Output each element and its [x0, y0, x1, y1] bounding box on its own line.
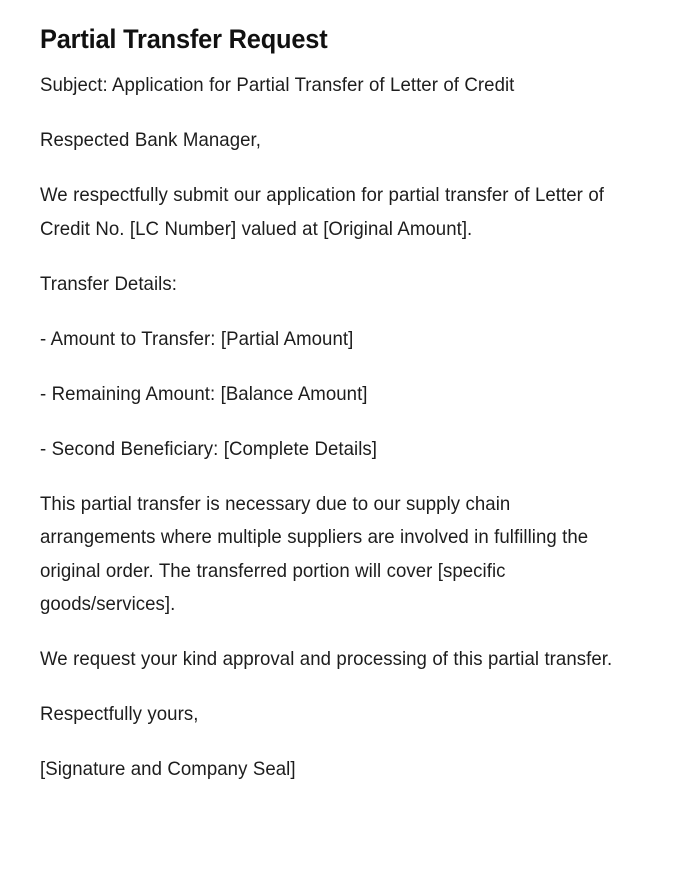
transfer-details-heading: Transfer Details: [40, 272, 177, 295]
detail-second-beneficiary: - Second Beneficiary: [Complete Details] [40, 437, 378, 460]
opening-paragraph: We respectfully submit our application for partial transfer of Letter of Credit No. [LC Number] valued at [Original Amount]. [40, 184, 604, 240]
closing-line: Respectfully yours, [40, 703, 199, 725]
approval-request-paragraph: We request your kind approval and processing of this partial transfer. [40, 648, 613, 670]
detail-amount-to-transfer: - Amount to Transfer: [Partial Amount] [40, 327, 354, 350]
signature-line: [Signature and Company Seal] [40, 758, 296, 780]
letter-body [40, 69, 642, 787]
page-title: Partial Transfer Request [40, 24, 328, 54]
justification-paragraph: This partial transfer is necessary due to our supply chain arrangements where multiple suppliers are involved in fulfilling the original order. The transferred portion will cover [specific goods/services]. [40, 492, 589, 615]
detail-remaining-amount: - Remaining Amount: [Balance Amount] [40, 382, 368, 405]
subject-line: Subject: Application for Partial Transfer of Letter of Credit [40, 74, 515, 96]
salutation-line: Respected Bank Manager, [40, 129, 261, 151]
